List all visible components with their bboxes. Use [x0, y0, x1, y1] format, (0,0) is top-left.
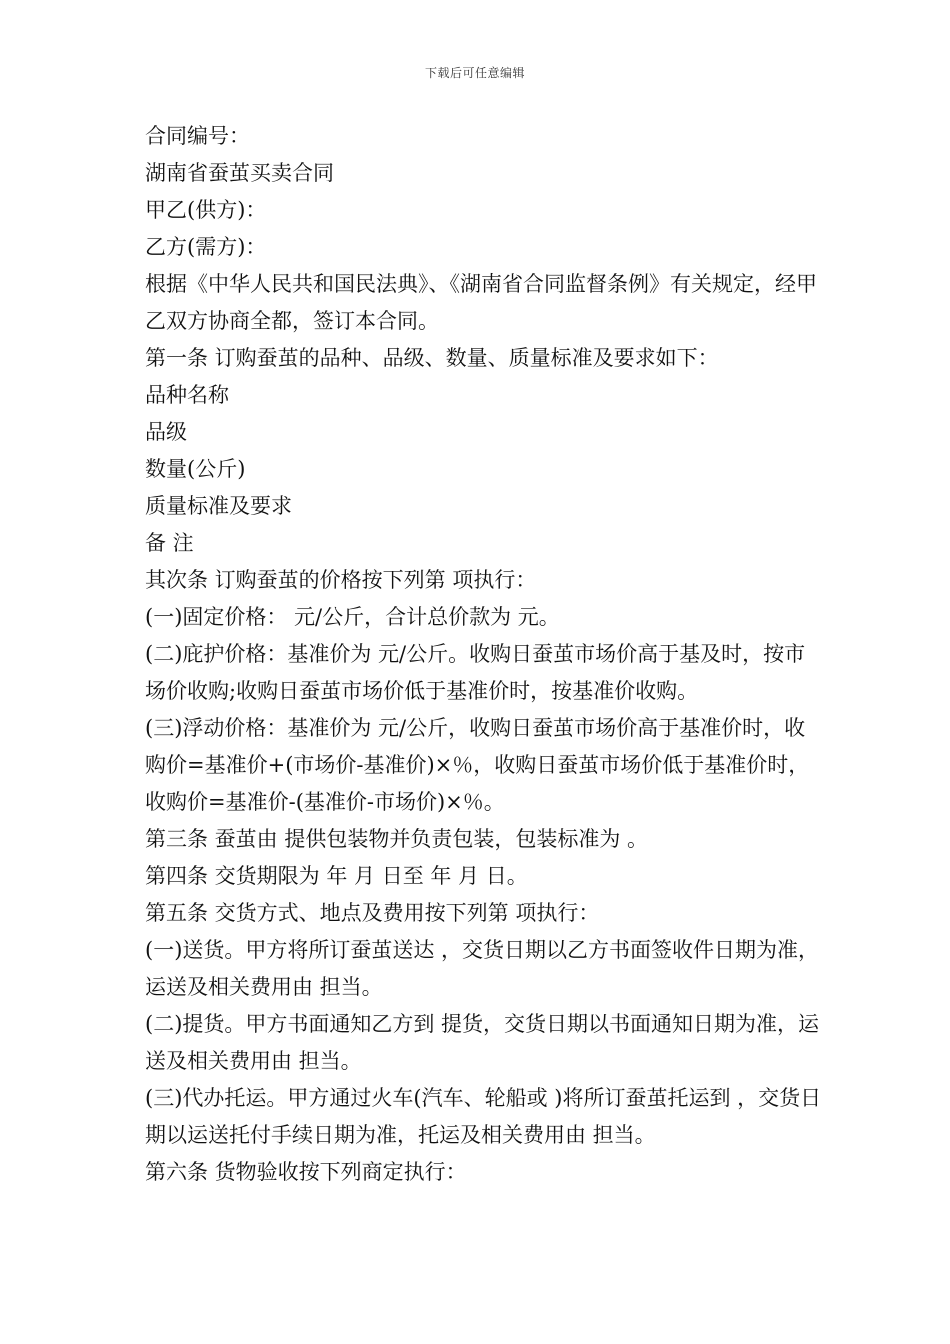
item-variety-name: 品种名称 — [145, 383, 229, 407]
contract-number-line: 合同编号： — [145, 124, 250, 148]
preamble-paragraph: 根据《中华人民共和国民法典》、《湖南省合同监督条例》有关规定，经甲乙双方协商全都，签订本合同。 — [145, 272, 817, 333]
price-option-fixed: (一)固定价格： 元/公斤，合计总价款为 元。 — [145, 605, 560, 629]
item-quality-standard: 质量标准及要求 — [145, 494, 292, 518]
article-3-paragraph: 第三条 蚕茧由 提供包装物并负责包装，包装标准为 。 — [145, 827, 649, 851]
item-quantity: 数量(公斤) — [145, 457, 246, 481]
item-grade: 品级 — [145, 420, 187, 444]
price-option-floating: (三)浮动价格：基准价为 元/公斤，收购日蚕茧市场价高于基准价时，收购价=基准价+(市场价-基准价)×％，收购日蚕茧市场价低于基准价时，收购价=基准价-(基准价-市场价)×％。 — [145, 716, 810, 814]
article-4-paragraph: 第四条 交货期限为 年 月 日至 年 月 日。 — [145, 864, 528, 888]
delivery-option-consign: (三)代办托运。甲方通过火车(汽车、轮船或 )将所订蚕茧托运到 ，交货日期以运送托付手续日期为准，托运及相关费用由 担当。 — [145, 1086, 822, 1147]
article-2-heading: 其次条 订购蚕茧的价格按下列第 项执行： — [145, 568, 537, 592]
page-header: 下载后可任意编辑 — [424, 66, 525, 80]
delivery-option-send: (一)送货。甲方将所订蚕茧送达 ，交货日期以乙方书面签收件日期为准，运送及相关费用由 担当。 — [145, 938, 820, 999]
article-6-heading: 第六条 货物验收按下列商定执行： — [145, 1160, 467, 1184]
party-b-line: 乙方(需方)： — [145, 235, 267, 259]
party-a-line: 甲乙(供方)： — [145, 198, 267, 222]
article-5-heading: 第五条 交货方式、地点及费用按下列第 项执行： — [145, 901, 600, 925]
contract-title: 湖南省蚕茧买卖合同 — [145, 161, 334, 185]
delivery-option-pickup: (二)提货。甲方书面通知乙方到 提货，交货日期以书面通知日期为准，运送及相关费用由 担当。 — [145, 1012, 820, 1073]
document-body — [145, 118, 825, 1191]
item-remarks: 备 注 — [145, 531, 194, 555]
article-1-heading: 第一条 订购蚕茧的品种、品级、数量、质量标准及要求如下： — [145, 346, 719, 370]
price-option-protected: (二)庇护价格：基准价为 元/公斤。收购日蚕茧市场价高于基及时，按市场价收购;收购日蚕茧市场价低于基准价时，按基准价收购。 — [145, 642, 806, 703]
